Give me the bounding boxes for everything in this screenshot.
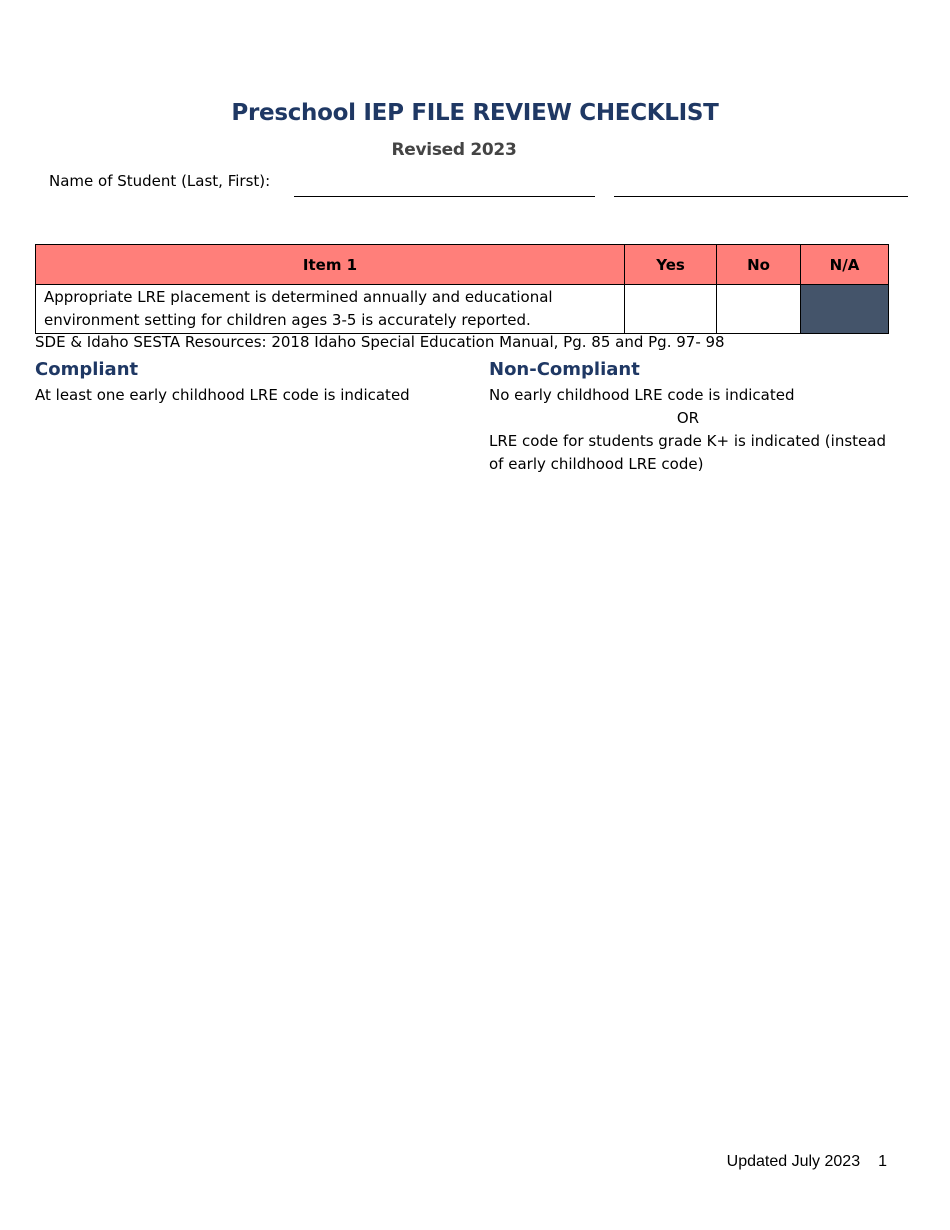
- item-description: Appropriate LRE placement is determined annually and educational environment setting for children ages 3-5 is accurately reported.: [36, 285, 625, 334]
- table-header-row: [36, 245, 889, 285]
- page-footer: [727, 1153, 887, 1171]
- compliant-heading: Compliant: [35, 359, 139, 380]
- noncompliant-criterion-2: LRE code for students grade K+ is indicated (instead of early childhood LRE code): [489, 432, 886, 473]
- noncompliant-or-separator: OR: [676, 409, 700, 427]
- na-column-header: N/A: [801, 245, 889, 285]
- no-checkbox-cell[interactable]: [717, 285, 801, 334]
- student-last-name-field[interactable]: [294, 196, 595, 197]
- noncompliant-heading: Non-Compliant: [489, 359, 640, 380]
- item-column-header: Item 1: [36, 245, 625, 285]
- page-title: Preschool IEP FILE REVIEW CHECKLIST: [231, 100, 719, 126]
- updated-date: Updated July 2023: [726, 1153, 861, 1170]
- noncompliant-criterion-1: No early childhood LRE code is indicated: [489, 386, 795, 404]
- revision-subtitle: Revised 2023: [391, 140, 517, 160]
- compliant-criteria: At least one early childhood LRE code is indicated: [35, 386, 410, 404]
- student-first-name-field[interactable]: [614, 196, 908, 197]
- na-shaded-cell: [801, 285, 889, 334]
- checklist-table: [35, 244, 889, 334]
- table-row: [36, 285, 889, 334]
- noncompliant-criteria: [489, 384, 889, 476]
- student-name-label: Name of Student (Last, First):: [49, 172, 271, 190]
- page-number: 1: [878, 1153, 887, 1170]
- yes-checkbox-cell[interactable]: [625, 285, 717, 334]
- yes-column-header: Yes: [625, 245, 717, 285]
- resources-note: SDE & Idaho SESTA Resources: 2018 Idaho Special Education Manual, Pg. 85 and Pg. 97- 98: [35, 333, 725, 351]
- no-column-header: No: [717, 245, 801, 285]
